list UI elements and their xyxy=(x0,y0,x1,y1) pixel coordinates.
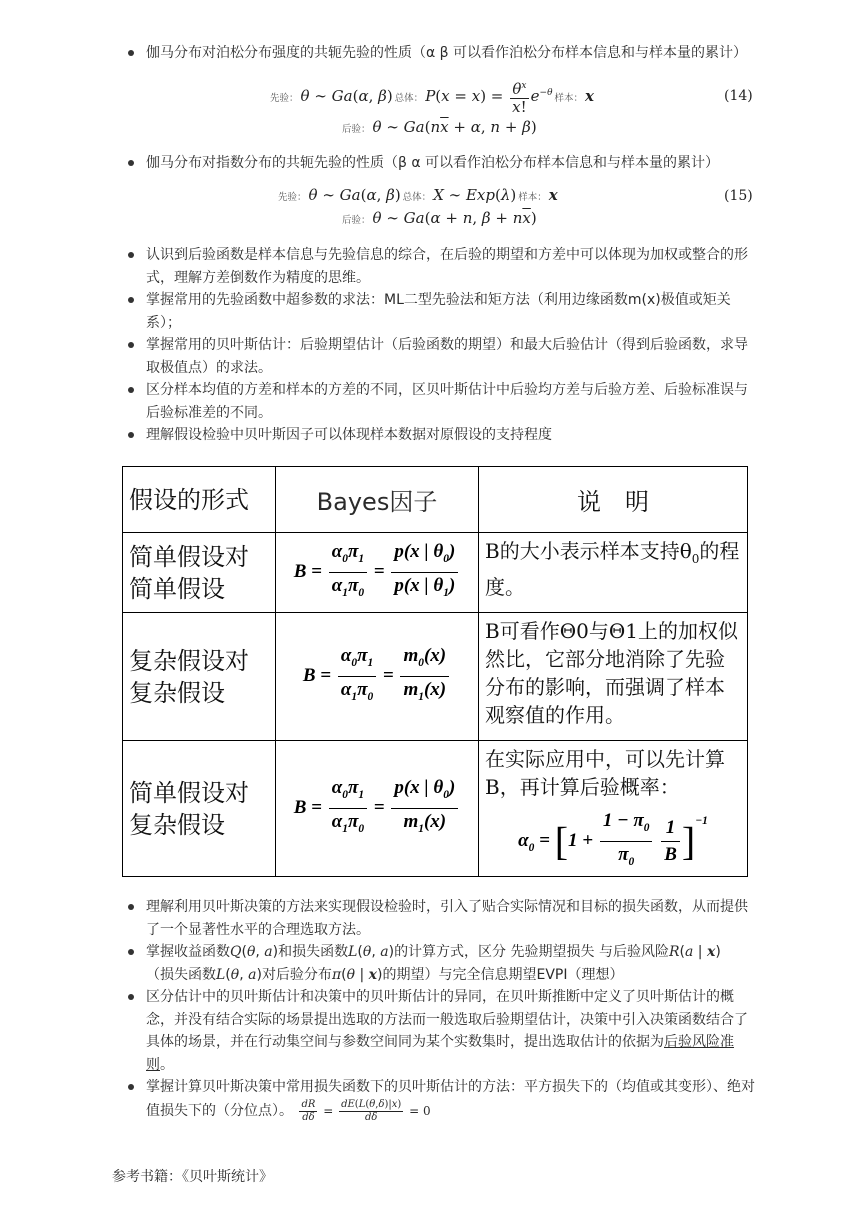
header-form: 假设的形式 xyxy=(123,467,276,533)
row-note xyxy=(479,741,748,877)
bullet-list-top xyxy=(122,42,758,65)
list-item: 理解假设检验中贝叶斯因子可以体现样本数据对原假设的支持程度 xyxy=(122,424,758,447)
row-formula: B = $\frac{\alpha_0\pi_1}{\alpha_1\pi_0}$ = $\frac{p(x | \theta_0)}{m_1(x)}$ xyxy=(276,741,479,877)
list-item: 掌握常用的先验函数中超参数的求法：ML二型先验法和矩方法（利用边缘函数m(x)极值或矩关系）； xyxy=(122,289,758,334)
list-item: 认识到后验函数是样本信息与先验信息的综合，在后验的期望和方差中可以体现为加权或整合的形式，理解方差倒数作为精度的思维。 xyxy=(122,244,758,289)
list-item: 伽马分布对泊松分布强度的共轭先验的性质（α β 可以看作泊松分布样本信息和与样本量的累计） xyxy=(122,42,758,65)
table-row xyxy=(123,613,748,741)
list-item: 区分估计中的贝叶斯估计和决策中的贝叶斯估计的异同，在贝叶斯推断中定义了贝叶斯估计的概念，并没有结合实际的场景提出选取的方法而一般选取后验期望估计，决策中引入决策函数结合了具体的场景，并在行动集空间与参数空间同为某个实数集时，提出选取估计的依据为后验风险准则。 xyxy=(122,986,758,1076)
row-formula: B = $\frac{\alpha_0\pi_1}{\alpha_1\pi_0}$ = $\frac{p(x | \theta_0)}{p(x | \theta_1)}$ xyxy=(276,533,479,613)
posterior-formula: $\alpha_0 = [1$ + $\frac{1 - \pi_0}{\pi_0}$ $\frac{1}{B}$ ]$^{-1}$ xyxy=(485,807,741,875)
table-row xyxy=(123,533,748,613)
row-form: 复杂假设对复杂假设 xyxy=(123,613,276,741)
row-note-text: 在实际应用中，可以先计算B，再计算后验概率： xyxy=(485,747,725,799)
bullet-list-main xyxy=(122,244,758,447)
list-item: 伽马分布对指数分布的共轭先验的性质（β α 可以看作泊松分布样本信息和与样本量的累计） xyxy=(122,152,758,175)
equation-number-14: (14) xyxy=(724,88,753,104)
list-item: 区分样本均值的方差和样本的方差的不同，区贝叶斯估计中后验均方差与后验方差、后验标准误与后验标准差的不同。 xyxy=(122,379,758,424)
list-item: 掌握计算贝叶斯决策中常用损失函数下的贝叶斯估计的方法：平方损失下的（均值或其变形）、绝对值损失下的（分位点）。 $\frac{dR}{d\delta}$ = $\frac{dE(L(\theta,\delta)|x)}{d\delta}$ = 0 xyxy=(122,1076,758,1124)
posterior-risk-criterion: 后验风险准则 xyxy=(146,1034,734,1073)
header-note: 说 明 xyxy=(479,467,748,533)
equation-15-line2: 后验： θ ∼ Ga(α + n, $\beta + n\overline{x}$) xyxy=(342,209,537,227)
equation-number-15: (15) xyxy=(724,188,753,204)
equation-14-line1: 先验： θ ∼ Ga(α, β) 总体： P(x = x) = $\frac{\theta^x}{x!}$ $e^{-\theta}$ 样本： x xyxy=(270,80,594,116)
row-note: B可看作Θ0与Θ1上的加权似然比，它部分地消除了先验分布的影响，而强调了样本观察值的作用。 xyxy=(479,613,748,741)
row-form: 简单假设对简单假设 xyxy=(123,533,276,613)
row-note: B的大小表示样本支持$\theta_0$的程度。 xyxy=(479,533,748,613)
list-item: 掌握收益函数Q(θ, a)和损失函数L(θ, a)的计算方式，区分 先验期望损失 与后验风险R(a | x) （损失函数L(θ, a)对后验分布π(θ | x)的期望）与完全信息期望EVPI（理想） xyxy=(122,941,758,986)
table-header-row xyxy=(123,467,748,533)
list-item: 掌握常用的贝叶斯估计：后验期望估计（后验函数的期望）和最大后验估计（得到后验函数，求导取极值点）的求法。 xyxy=(122,334,758,379)
header-bayes: Bayes因子 xyxy=(276,467,479,533)
list-item: 理解利用贝叶斯决策的方法来实现假设检验时，引入了贴合实际情况和目标的损失函数，从而提供了一个显著性水平的合理选取方法。 xyxy=(122,896,758,941)
bullet-list-bottom xyxy=(122,896,758,1124)
row-formula: B = $\frac{\alpha_0\pi_1}{\alpha_1\pi_0}$ = $\frac{m_0(x)}{m_1(x)}$ xyxy=(276,613,479,741)
equation-14-line2: 后验： θ ∼ $Ga(n\overline{x} + \alpha$, n + β) xyxy=(342,118,537,136)
bullet-list-mid xyxy=(122,152,758,175)
row-form: 简单假设对复杂假设 xyxy=(123,741,276,877)
table-row xyxy=(123,741,748,877)
equation-15-line1: 先验： θ ∼ Ga(α, β) 总体： X ∼ Exp(λ) 样本： x xyxy=(278,186,558,204)
bayes-factor-table xyxy=(122,466,748,877)
reference-line: 参考书籍：《贝叶斯统计》 xyxy=(112,1169,273,1185)
